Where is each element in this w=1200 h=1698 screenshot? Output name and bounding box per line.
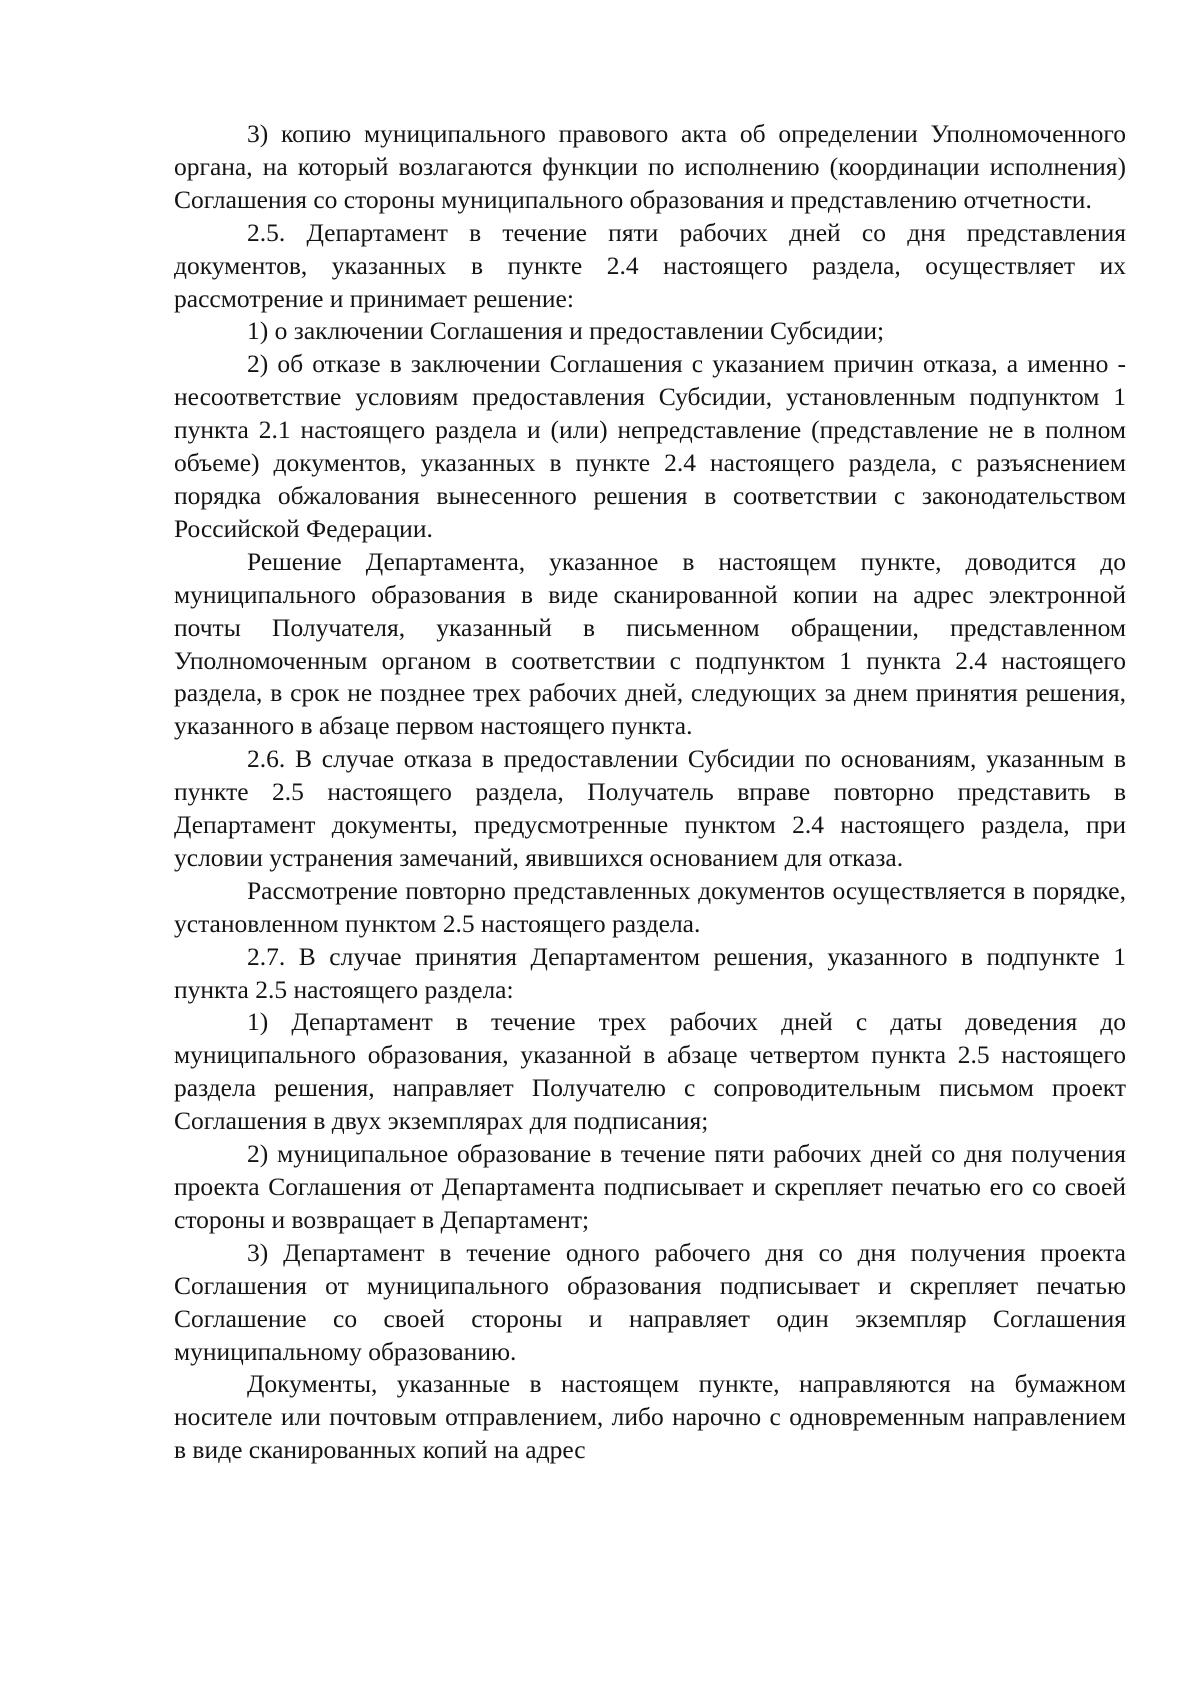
paragraph-clause-2-6: 2.6. В случае отказа в предоставлении Субсидии по основаниям, указанным в пункте 2.5 настоящего раздела, Получатель вправе повторно представить в Департамент документы, предусмотренные пунктом 2.4 настоящего раздела, при условии устранения замечаний, явившихся основанием для отказа. <box>174 744 1126 872</box>
paragraph-item-3-copy-act: 3) копию муниципального правового акта об определении Уполномоченного органа, на который возлагаются функции по исполнению (координации исполнения) Соглашения со стороны муниципального образования и представлению отчетности. <box>174 119 1126 214</box>
paragraph-clause-2-7: 2.7. В случае принятия Департаментом решения, указанного в подпункте 1 пункта 2.5 настоящего раздела: <box>174 941 1126 1004</box>
paragraph-decision-2: 2) об отказе в заключении Соглашения с указанием причин отказа, а именно - несоответствие условиям предоставления Субсидии, установленным подпунктом 1 пункта 2.1 настоящего раздела и (или) непредставление (представление не в полном объеме) документов, указанных в пункте 2.4 настоящего раздела, с разъяснением порядка обжалования вынесенного решения в соответствии с законодательством Российской Федерации. <box>174 349 1126 543</box>
paragraph-documents-delivery: Документы, указанные в настоящем пункте, направляются на бумажном носителе или почтовым отправлением, либо нарочно с одновременным направлением в виде сканированных копий на адрес <box>174 1369 1126 1465</box>
paragraph-step-2: 2) муниципальное образование в течение пяти рабочих дней со дня получения проекта Соглашения от Департамента подписывает и скрепляет печатью его со своей стороны и возвращает в Департамент; <box>174 1139 1126 1234</box>
paragraph-step-3: 3) Департамент в течение одного рабочего дня со дня получения проекта Соглашения от муниципального образования подписывает и скрепляет печатью Соглашение со своей стороны и направляет один экземпляр Соглашения муниципальному образованию. <box>174 1237 1126 1366</box>
paragraph-step-1: 1) Департамент в течение трех рабочих дней с даты доведения до муниципального образования, указанной в абзаце четвертом пункта 2.5 настоящего раздела решения, направляет Получателю с сопроводительным письмом проект Соглашения в двух экземплярах для подписания; <box>174 1007 1126 1136</box>
paragraph-clause-2-5: 2.5. Департамент в течение пяти рабочих дней со дня представления документов, указанных в пункте 2.4 настоящего раздела, осуществляет их рассмотрение и принимает решение: <box>174 217 1126 313</box>
paragraph-decision-notice: Решение Департамента, указанное в настоящем пункте, доводится до муниципального образования в виде сканированной копии на адрес электронной почты Получателя, указанный в письменном обращении, представленном Уполномоченным органом в соответствии с подпунктом 1 пункта 2.4 настоящего раздела, в срок не позднее трех рабочих дней, следующих за днем принятия решения, указанного в абзаце первом настоящего пункта. <box>174 546 1126 741</box>
paragraph-resubmission: Рассмотрение повторно представленных документов осуществляется в порядке, установленном пунктом 2.5 настоящего раздела. <box>174 875 1126 938</box>
paragraph-decision-1: 1) о заключении Соглашения и предоставлении Субсидии; <box>247 316 885 346</box>
document-page <box>174 118 1126 1467</box>
